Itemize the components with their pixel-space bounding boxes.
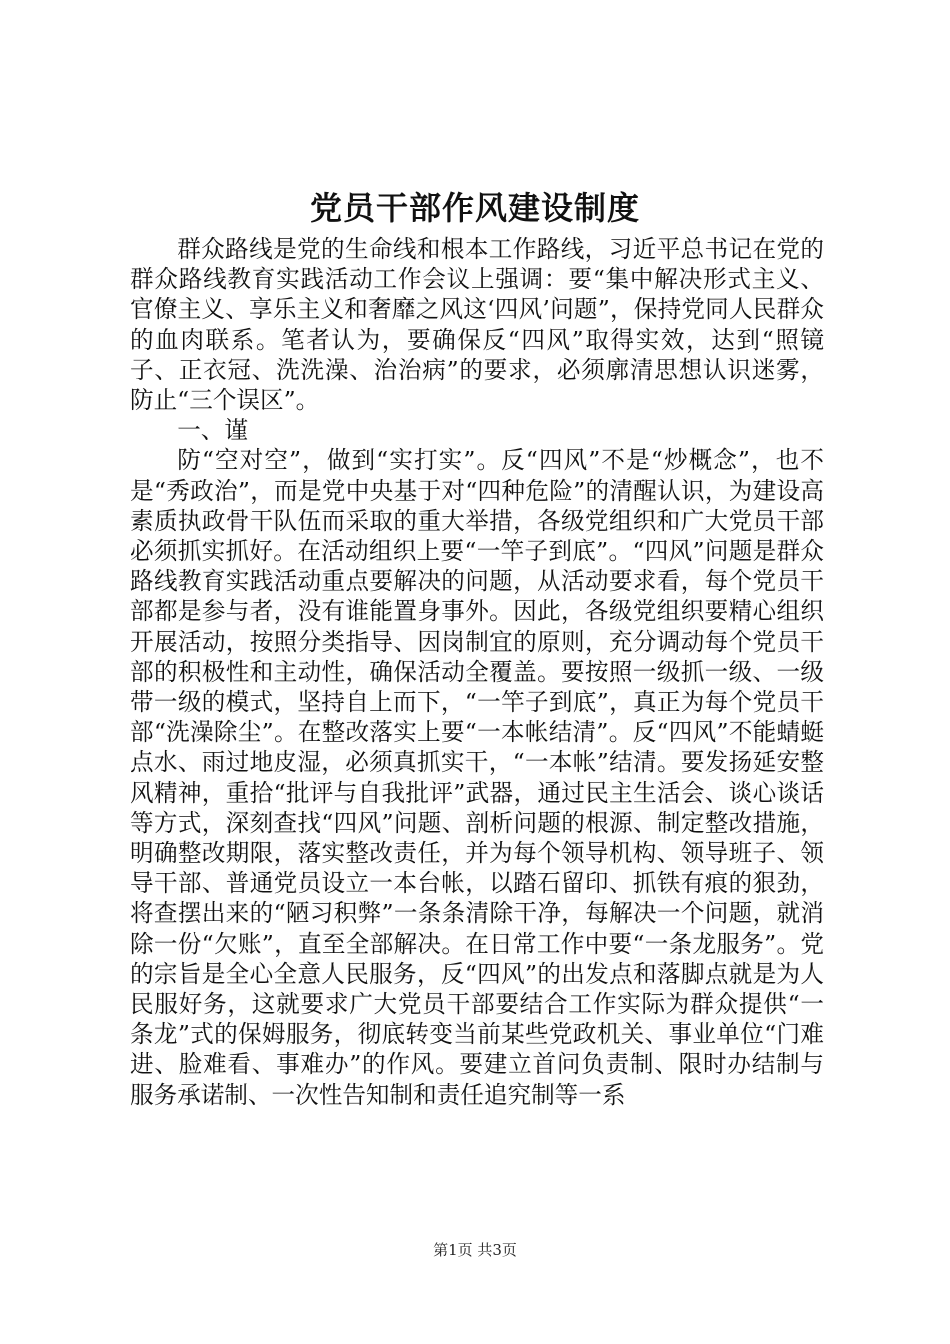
document-title: 党员干部作风建设制度	[309, 189, 640, 227]
body-paragraph: 防“空对空”，做到“实打实”。反“四风”不是“炒概念”，也不是“秀政治”，而是党中央基于对“四种危险”的清醒认识，为建设高素质执政骨干队伍而采取的重大举措，各级党组织和广大党员干部必须抓实抓好。在活动组织上要“一竿子到底”。“四风”问题是群众路线教育实践活动重点要解决的问题，从活动要求看，每个党员干部都是参与者，没有谁能置身事外。因此，各级党组织要精心组织开展活动，按照分类指导、因岗制宜的原则，充分调动每个党员干部的积极性和主动性，确保活动全覆盖。要按照一级抓一级、一级带一级的模式，坚持自上而下，“一竿子到底”，真正为每个党员干部“洗澡除尘”。在整改落实上要“一本帐结清”。反“四风”不能蜻蜓点水、雨过地皮湿，必须真抓实干，“一本帐”结清。要发扬延安整风精神，重拾“批评与自我批评”武器，通过民主生活会、谈心谈话等方式，深刻查找“四风”问题、剖析问题的根源、制定整改措施，明确整改期限，落实整改责任，并为每个领导机构、领导班子、领导干部、普通党员设立一本台帐，以踏石留印、抓铁有痕的狠劲，将查摆出来的“陋习积弊”一条条清除干净，每解决一个问题，就消除一份“欠账”，直至全部解决。在日常工作中要“一条龙服务”。党的宗旨是全心全意人民服务，反“四风”的出发点和落脚点就是为人民服好务，这就要求广大党员干部要结合工作实际为群众提供“一条龙”式的保姆服务，彻底转变当前某些党政机关、事业单位“门难进、脸难看、事难办”的作风。要建立首问负责制、限时办结制与服务承诺制、一次性告知制和责任追究制等一系	[130, 446, 824, 1109]
body-paragraph: 群众路线是党的生命线和根本工作路线，习近平总书记在党的群众路线教育实践活动工作会议上强调：要“集中解决形式主义、官僚主义、享乐主义和奢靡之风这‘四风’问题”，保持党同人民群众的血肉联系。笔者认为，要确保反“四风”取得实效，达到“照镜子、正衣冠、洗洗澡、治治病”的要求，必须廓清思想认识迷雾，防止“三个误区”。	[130, 235, 824, 415]
page-number: 第1页 共3页	[433, 1241, 517, 1259]
section-heading: 一、谨	[177, 416, 248, 445]
document-body	[130, 234, 824, 1110]
